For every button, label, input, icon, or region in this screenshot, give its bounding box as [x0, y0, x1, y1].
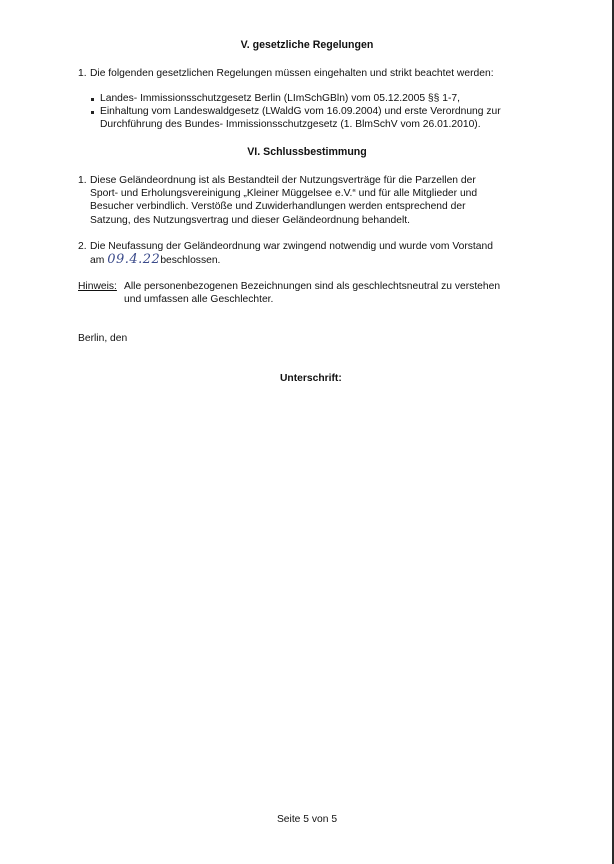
page-number: Seite 5 von 5	[276, 814, 338, 825]
note-line-2: und umfassen alle Geschlechter.	[124, 294, 274, 305]
section-6-item-1-line-3: Besucher verbindlich. Verstöße und Zuwiderhandlungen werden entsprechend der	[90, 201, 466, 212]
section-5-bullet-1: Landes- Immissionsschutzgesetz Berlin (LImSchGBln) vom 05.12.2005 §§ 1-7,	[100, 93, 460, 104]
section-5-item-1-text: Die folgenden gesetzlichen Regelungen müssen eingehalten und strikt beachtet werden:	[90, 68, 494, 79]
signature-label: Unterschrift:	[280, 373, 342, 384]
beschlossen-text: beschlossen.	[160, 255, 221, 266]
section-6-item-2-line-2	[90, 253, 220, 267]
section-6-item-2-number: 2.	[78, 241, 87, 252]
note-line-1: Alle personenbezogenen Bezeichnungen sind als geschlechtsneutral zu verstehen	[124, 281, 501, 292]
section-6-item-2-line-1: Die Neufassung der Geländeordnung war zwingend notwendig und wurde vom Vorstand	[90, 241, 493, 252]
bullet-icon	[91, 111, 94, 114]
bullet-icon	[91, 98, 94, 101]
section-6-item-1-number: 1.	[78, 175, 87, 186]
handwritten-date: 09.4.22	[107, 252, 161, 267]
section-5-bullet-2: Einhaltung vom Landeswaldgesetz (LWaldG vom 16.09.2004) und erste Verordnung zur	[100, 106, 501, 117]
am-label: am	[90, 255, 105, 266]
section-6-title: VI. Schlussbestimmung	[247, 146, 367, 158]
section-6-item-1-line-1: Diese Geländeordnung ist als Bestandteil der Nutzungsverträge für die Parzellen der	[90, 175, 476, 186]
section-5-item-1-number: 1.	[78, 68, 87, 79]
section-5-bullet-2-cont: Durchführung des Bundes- Immissionsschutzgesetz (1. BlmSchV vom 26.01.2010).	[100, 119, 481, 130]
section-5-title: V. gesetzliche Regelungen	[240, 39, 374, 51]
place-date-label: Berlin, den	[78, 333, 128, 344]
note-label: Hinweis:	[78, 281, 117, 292]
section-6-item-1-line-4: Satzung, des Nutzungsvertrag und dieser Geländeordnung behandelt.	[90, 215, 410, 226]
section-6-item-1-line-2: Sport- und Erholungsvereinigung „Kleiner Müggelsee e.V.“ und für alle Mitglieder und	[90, 188, 478, 199]
